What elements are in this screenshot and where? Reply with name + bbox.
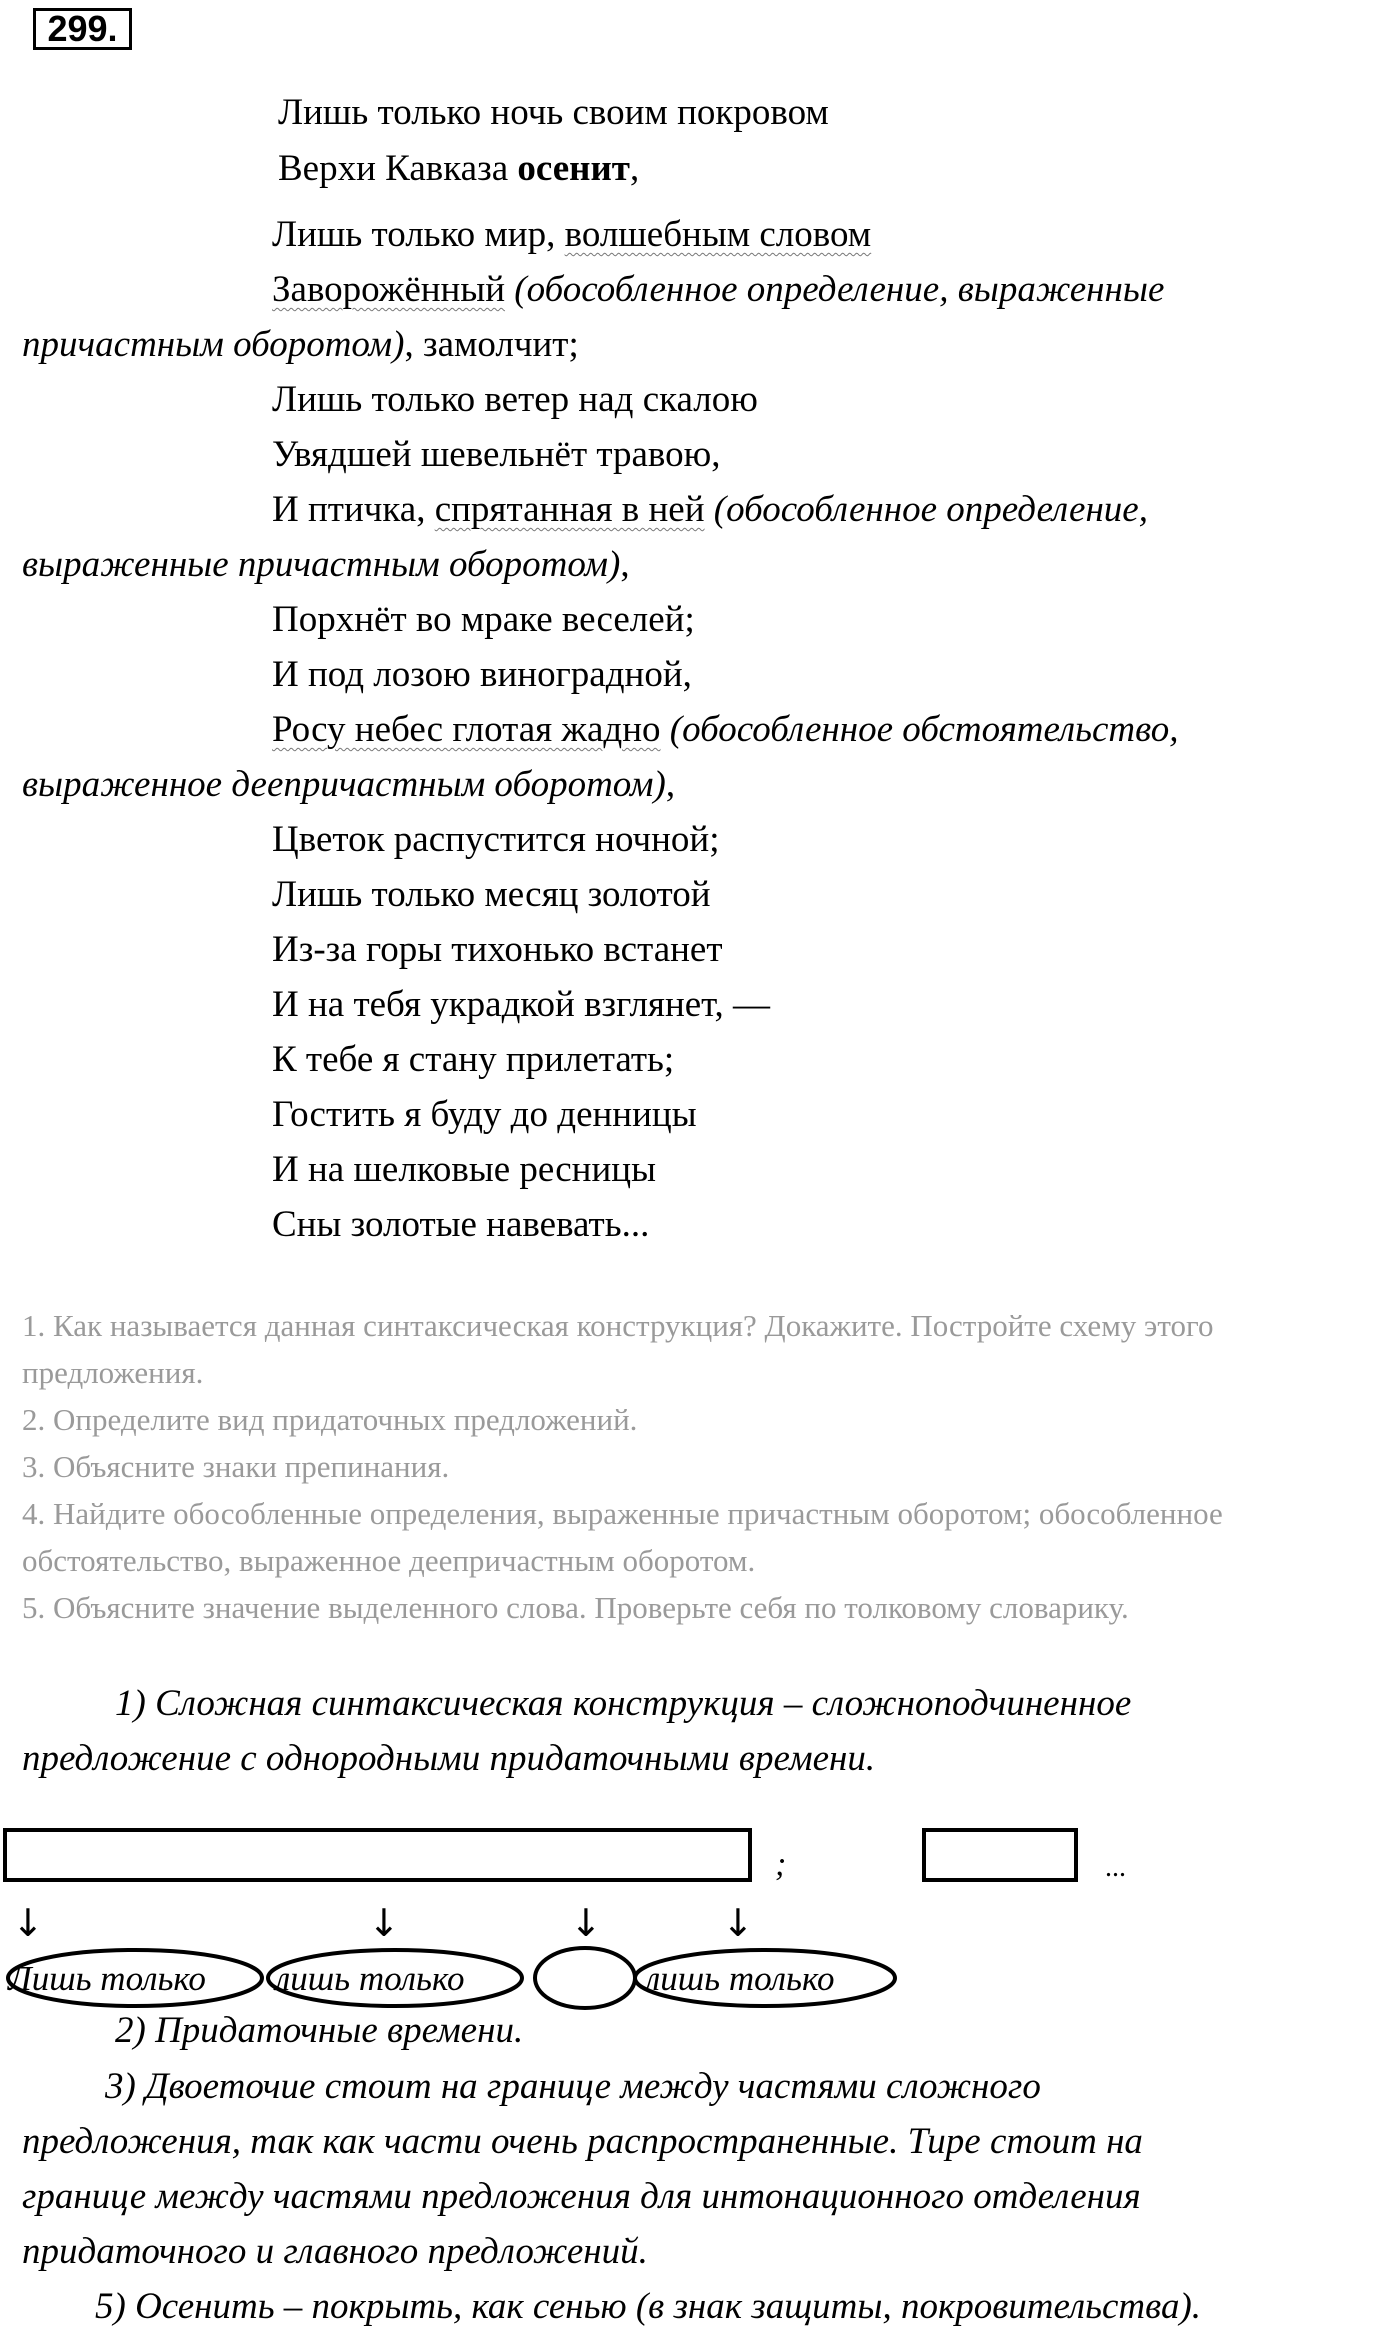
- poem-line-12: Лишь только месяц золотой: [272, 874, 711, 915]
- poem-line-18: Сны золотые навевать...: [272, 1204, 650, 1245]
- poem-line-7-text: И птичка,: [272, 489, 435, 530]
- poem-line-4: [272, 271, 1164, 308]
- answer-1: 1) Сложная синтаксическая конструкция – сложноподчиненное: [115, 1683, 1132, 1724]
- poem-line-17: И на шелковые ресницы: [272, 1149, 656, 1190]
- poem-line-2-punct: ,: [629, 148, 640, 189]
- second-clause-box: [924, 1830, 1076, 1880]
- poem-line-2: [278, 150, 639, 187]
- highlighted-word: осенит: [517, 148, 630, 189]
- oval-4-label: лишь только: [645, 1959, 835, 1998]
- annotation: причастным оборотом): [22, 324, 405, 365]
- exercise-number: 299.: [33, 8, 132, 50]
- poem-line-15: К тебе я стану прилетать;: [272, 1039, 675, 1080]
- poem-line-2-text: Верхи Кавказа: [278, 148, 518, 189]
- poem-line-10-continued: [22, 766, 675, 803]
- annotation: (обособленное определение,: [704, 489, 1148, 530]
- annotation: выраженные причастным оборотом): [22, 544, 621, 585]
- poem-line-3: [272, 216, 871, 253]
- poem-line-10: [272, 711, 1178, 748]
- underlined-phrase: Заворожённый: [272, 269, 506, 310]
- poem-line-14: И на тебя украдкой взглянет, —: [272, 984, 771, 1025]
- oval-2-label: лишь только: [275, 1959, 465, 1998]
- poem-line-1: Лишь только ночь своим покровом: [278, 92, 829, 133]
- question-5: 5. Объясните значение выделенного слова. Проверьте себя по толковому словарику.: [22, 1590, 1129, 1625]
- arrow-2: ↓: [368, 1901, 400, 1945]
- answer-2: 2) Придаточные времени.: [115, 2010, 524, 2051]
- poem-line-11: Цветок распустится ночной;: [272, 819, 720, 860]
- scheme-ellipsis: ...: [1105, 1852, 1126, 1883]
- poem-line-7: [272, 491, 1148, 528]
- arrow-4: ↓: [722, 1901, 754, 1945]
- main-clause-box: [5, 1830, 750, 1880]
- annotation: (обособленное обстоятельство,: [660, 709, 1179, 750]
- underlined-phrase: волшебным словом: [564, 214, 872, 255]
- question-2: 2. Определите вид придаточных предложений.: [22, 1402, 638, 1437]
- underlined-phrase: Росу небес глотая жадно: [272, 709, 661, 750]
- arrow-3: ↓: [570, 1901, 602, 1945]
- poem-line-10-end: ,: [665, 764, 676, 805]
- question-4: 4. Найдите обособленные определения, выраженные причастным оборотом; обособленное: [22, 1496, 1223, 1531]
- poem-line-4-end: , замолчит;: [404, 324, 579, 365]
- poem-line-4-continued: [22, 326, 579, 363]
- sentence-scheme: [0, 1810, 1400, 2010]
- answer-3: 3) Двоеточие стоит на границе между частями сложного: [105, 2066, 1041, 2107]
- question-1: 1. Как называется данная синтаксическая конструкция? Докажите. Постройте схему этого: [22, 1308, 1214, 1343]
- poem-line-7-continued: [22, 546, 630, 583]
- annotation: выраженное деепричастным оборотом): [22, 764, 666, 805]
- answer-3-continued-3: придаточного и главного предложений.: [22, 2231, 648, 2272]
- poem-line-6: Увядшей шевельнёт травою,: [272, 434, 721, 475]
- answer-3-continued-1: предложения, так как части очень распространенные. Тире стоит на: [22, 2121, 1143, 2162]
- question-1-continued: предложения.: [22, 1355, 204, 1390]
- poem-line-8: Порхнёт во мраке веселей;: [272, 599, 695, 640]
- answer-5: 5) Осенить – покрыть, как сенью (в знак защиты, покровительства).: [95, 2286, 1202, 2327]
- subordinate-clause-oval-3: [535, 1948, 635, 2008]
- question-4-continued: обстоятельство, выраженное деепричастным оборотом.: [22, 1543, 756, 1578]
- oval-1-label: Лишь только: [8, 1959, 206, 1998]
- poem-line-9: И под лозою виноградной,: [272, 654, 692, 695]
- arrow-1: ↓: [12, 1901, 44, 1945]
- annotation: (обособленное определение, выраженные: [505, 269, 1165, 310]
- poem-line-5: Лишь только ветер над скалою: [272, 379, 758, 420]
- underlined-phrase: спрятанная в ней: [434, 489, 705, 530]
- scheme-semicolon: ;: [775, 1846, 787, 1883]
- poem-line-7-end: ,: [620, 544, 630, 585]
- poem-line-13: Из-за горы тихонько встанет: [272, 929, 723, 970]
- answer-1-continued: предложение с однородными придаточными времени.: [22, 1738, 876, 1779]
- answer-3-continued-2: границе между частями предложения для интонационного отделения: [22, 2176, 1141, 2217]
- question-3: 3. Объясните знаки препинания.: [22, 1449, 450, 1484]
- poem-line-16: Гостить я буду до денницы: [272, 1094, 697, 1135]
- poem-line-3-text: Лишь только мир,: [272, 214, 565, 255]
